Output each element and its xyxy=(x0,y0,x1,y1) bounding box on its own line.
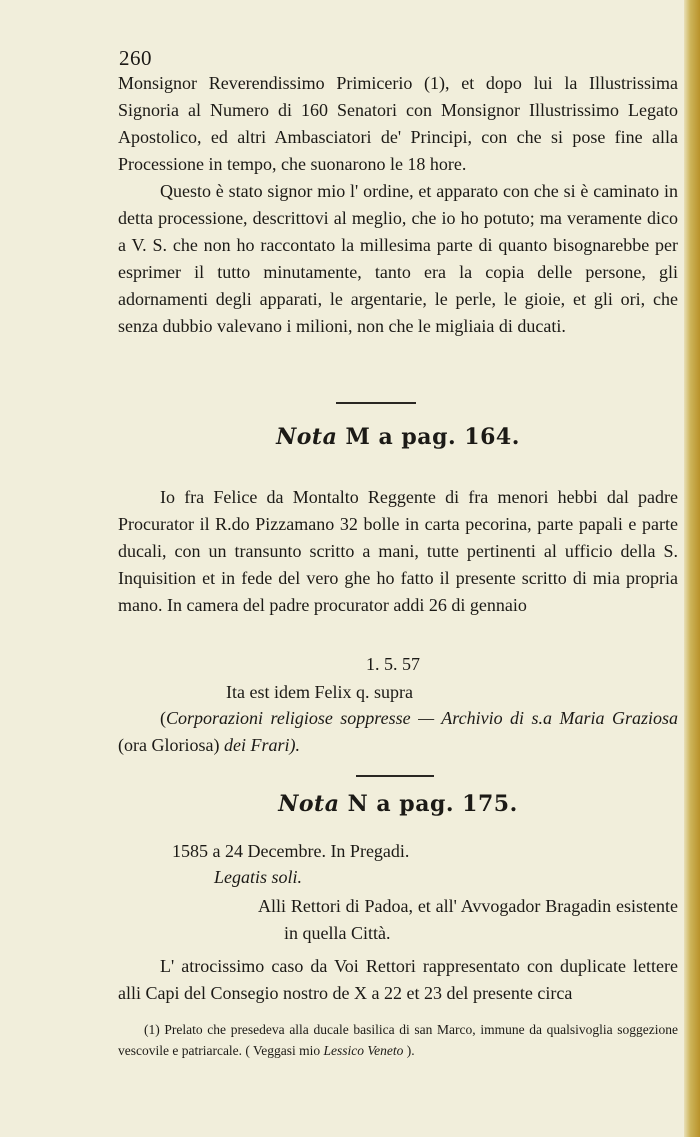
nota-n-text xyxy=(118,953,678,1007)
nota-n-address: Alli Rettori di Padoa, et all' Avvogador Bragadin esistente in quella Città. xyxy=(258,896,678,943)
nota-n-heading xyxy=(118,791,678,817)
citation-italic-1: Corporazioni religiose soppresse — Archivio di s.a Maria Graziosa xyxy=(166,708,678,728)
section-divider xyxy=(336,402,416,404)
footnote-text xyxy=(118,1019,678,1061)
section1-text xyxy=(118,70,678,340)
section1-para1: Monsignor Reverendissimo Primicerio (1), et dopo lui la Illustrissima Signoria al Numero di 160 Senatori con Monsignor Illustrissimo Legato Apostolico, ed altri Ambasciatori de' Principi, con che si pose fine alla Processione in tempo, che suonarono le 18 hore. xyxy=(118,73,678,174)
nota-m-citation xyxy=(118,705,678,759)
page-edge xyxy=(684,0,700,1137)
nota-m-date: 1. 5. 57 xyxy=(366,654,420,674)
footnote-italic: Lessico Veneto xyxy=(323,1043,404,1058)
page-number: 260 xyxy=(119,46,152,70)
citation-italic-2: dei Frari). xyxy=(223,735,300,755)
nota-m-heading-rest: M a pag. 164. xyxy=(345,424,520,450)
nota-m-text xyxy=(118,484,678,619)
nota-n-heading-italic: Nota xyxy=(278,791,340,817)
section1-para2: Questo è stato signor mio l' ordine, et apparato con che si è caminato in detta processione, descrittovi al meglio, che io ho potuto; ma veramente dico a V. S. che non ho raccontato la millesima parte di quanto bisognarebbe per esprimer il tutto minutamente, tanto era la copia delle persone, gli adornamenti degli apparati, le argentarie, le perle, le gioie, et gli ori, che senza dubbio valevano i milioni, non che le migliaia di ducati. xyxy=(118,181,678,336)
nota-n-line1: 1585 a 24 Decembre. In Pregadi. xyxy=(172,841,410,861)
nota-m-heading-italic: Nota xyxy=(276,424,338,450)
nota-m-heading xyxy=(118,424,678,450)
nota-n-address-block xyxy=(258,893,678,947)
citation-roman: (ora Gloriosa) xyxy=(118,735,224,755)
nota-m-para: Io fra Felice da Montalto Reggente di fra menori hebbi dal padre Procurator il R.do Pizzamano 32 bolle in carta pecorina, parte papali e parte ducali, con un transunto scritto a mani, tutte pertinenti al ufficio della S. Inquisition et in fede del vero ghe ho fatto il presente scritto di mia propria mano. In camera del padre procurator addi 26 di gennaio xyxy=(118,487,678,615)
citation-open: ( xyxy=(160,708,166,728)
section-divider-2 xyxy=(356,775,434,777)
footnote-end: ). xyxy=(403,1043,415,1058)
nota-n-para: L' atrocissimo caso da Voi Rettori rappresentato con duplicate lettere alli Capi del Consegio nostro de X a 22 et 23 del presente circa xyxy=(118,956,678,1003)
nota-n-line2: Legatis soli. xyxy=(214,867,303,887)
footnote xyxy=(118,1019,678,1061)
footnote-roman: (1) Prelato che presedeva alla ducale basilica di san Marco, immune da qualsivoglia soggezione vescovile e patriarcale. ( Veggasi mio xyxy=(118,1022,678,1058)
nota-n-heading-rest: N a pag. 175. xyxy=(347,791,518,817)
nota-m-signature: Ita est idem Felix q. supra xyxy=(226,682,413,702)
